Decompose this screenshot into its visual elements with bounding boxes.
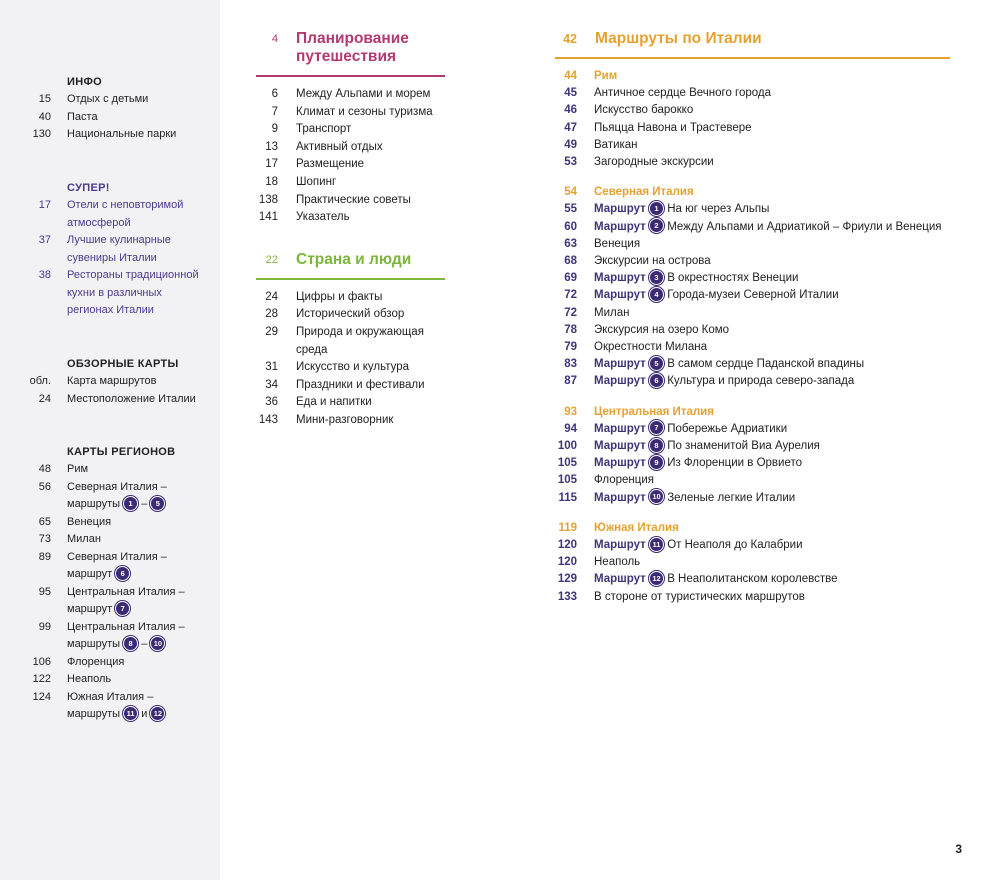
entry-title <box>594 455 802 472</box>
page-number-cell: 138 <box>258 193 278 206</box>
section-page-number: 22 <box>265 253 278 266</box>
list-item[interactable]: 56 Северная Италия – маршруты 1 – 5 <box>38 480 167 510</box>
entry-title: Рим <box>594 70 618 82</box>
list-item[interactable] <box>256 174 445 192</box>
list-item[interactable]: 40 Паста <box>38 110 98 123</box>
entry-title: Искусство и культура <box>296 361 410 374</box>
route-entry[interactable] <box>555 287 950 304</box>
route-title: В Неаполитанском королевстве <box>667 573 838 586</box>
page-number: 3 <box>955 842 962 856</box>
list-item[interactable]: 73 Милан <box>38 533 101 545</box>
route-title: В самом сердце Паданской впадины <box>667 358 865 371</box>
route-number-badge: 9 <box>649 455 664 470</box>
route-number-badge: 10 <box>649 489 664 504</box>
page-number-cell: 53 <box>564 156 577 169</box>
page-number-cell: 105 <box>557 474 577 487</box>
list-item[interactable]: 15 Отдых с детьми <box>38 93 149 105</box>
page-number-cell: 34 <box>265 378 278 391</box>
entry-title <box>594 219 942 236</box>
section-header-routes[interactable] <box>555 30 950 57</box>
section-divider <box>256 278 445 280</box>
entry-title: Милан <box>594 306 630 319</box>
list-item[interactable] <box>256 86 445 104</box>
entry-title: Климат и сезоны туризма <box>296 105 433 118</box>
route-number-badge: 2 <box>649 218 664 233</box>
page-number-cell: 79 <box>564 341 577 354</box>
entry-title: Транспорт <box>296 123 352 136</box>
route-number-badge: 12 <box>150 706 165 721</box>
route-entry[interactable] <box>555 421 950 438</box>
list-item[interactable] <box>256 377 445 395</box>
list-item[interactable]: 38 Рестораны традиционной кухни в различных регионах Италии <box>38 269 199 316</box>
route-entry[interactable] <box>555 373 950 390</box>
entry-title: Южная Италия <box>594 521 679 534</box>
route-number-badge: 8 <box>649 438 664 453</box>
route-label: Маршрут <box>594 539 646 552</box>
route-label: Маршрут <box>594 440 646 453</box>
list-item[interactable] <box>256 192 445 210</box>
route-number-badge: 5 <box>649 356 664 371</box>
entry-title <box>594 270 798 287</box>
entry-title: Мини-разговорник <box>296 413 394 426</box>
list-item[interactable] <box>555 85 950 102</box>
section-title-country: Страна и люди <box>296 250 412 268</box>
route-entry[interactable] <box>555 201 950 218</box>
entry-title: Венеция <box>594 237 641 250</box>
list-item[interactable] <box>555 322 950 339</box>
route-number-badge: 11 <box>123 706 138 721</box>
entry-title <box>594 438 820 455</box>
section-title-routes: Маршруты по Италии <box>595 30 762 47</box>
super-heading: СУПЕР! <box>67 182 110 194</box>
overview-maps-heading: ОБЗОРНЫЕ КАРТЫ <box>67 358 179 370</box>
entry-title: Искусство барокко <box>594 104 694 117</box>
region-heading[interactable] <box>555 404 950 421</box>
route-number-badge: 12 <box>649 571 664 586</box>
list-item[interactable] <box>555 137 950 154</box>
entry-title: Пьяцца Навона и Трастевере <box>594 121 752 134</box>
page-number-cell: 31 <box>265 361 278 374</box>
route-title: Из Флоренции в Орвието <box>667 457 803 470</box>
page-number-cell: 44 <box>564 70 577 82</box>
section-divider <box>555 57 950 59</box>
list-item[interactable] <box>256 394 445 412</box>
entry-title: Окрестности Милана <box>594 341 708 354</box>
list-item[interactable] <box>256 156 445 174</box>
list-item[interactable] <box>555 305 950 322</box>
entry-title: Северная Италия <box>594 186 694 199</box>
page-number-cell: 69 <box>564 272 577 285</box>
route-entry[interactable] <box>555 490 950 507</box>
page-number-cell: 119 <box>558 521 577 534</box>
page-number-cell: 120 <box>557 539 577 552</box>
route-title: Города-музеи Северной Италии <box>667 289 839 302</box>
page-number-cell: 6 <box>271 88 278 100</box>
list-item[interactable] <box>256 412 445 430</box>
page-number-cell: 68 <box>564 255 577 268</box>
route-number-badge: 6 <box>649 373 664 388</box>
list-item[interactable]: 95 Центральная Италия – маршрут 7 <box>38 585 185 615</box>
list-item[interactable] <box>555 253 950 270</box>
page-number-cell: 63 <box>564 237 577 250</box>
list-item[interactable]: 106 Флоренция <box>32 655 125 668</box>
page-number-cell: 9 <box>271 123 278 136</box>
sidebar-overview-maps-section <box>0 356 220 408</box>
list-item[interactable]: 99 Центральная Италия – маршруты 8 – 10 <box>38 620 185 650</box>
route-number-badge: 1 <box>123 496 138 511</box>
list-item[interactable] <box>555 102 950 119</box>
route-title: От Неаполя до Калабрии <box>667 539 803 552</box>
entry-title: Природа и окружающая среда <box>296 325 424 356</box>
section-header-planning[interactable] <box>256 30 445 75</box>
list-item[interactable]: 24 Местоположение Италии <box>38 392 196 405</box>
entry-title: В стороне от туристических маршрутов <box>594 590 805 603</box>
entry-title: Размещение <box>296 158 365 171</box>
entry-title <box>594 287 839 304</box>
route-title: Побережье Адриатики <box>667 422 788 435</box>
entry-title: Между Альпами и морем <box>296 88 431 100</box>
page-number-cell: 120 <box>557 556 577 569</box>
regional-maps-heading: КАРТЫ РЕГИОНОВ <box>67 446 176 458</box>
toc-column-planning <box>256 30 445 430</box>
route-label: Маршрут <box>594 272 646 285</box>
route-title: На юг через Альпы <box>667 203 770 216</box>
page-number-cell: 18 <box>265 175 278 188</box>
route-number-badge: 7 <box>115 601 130 616</box>
route-label: Маршрут <box>594 573 646 586</box>
list-item[interactable]: 130 Национальные парки <box>32 128 177 140</box>
page-number-cell: 72 <box>564 289 577 302</box>
route-number-badge: 1 <box>649 201 664 216</box>
page-number-cell: 36 <box>265 396 278 409</box>
group-spacer <box>555 171 950 184</box>
entry-title: Исторический обзор <box>296 308 405 321</box>
entry-title: Экскурсии на острова <box>594 255 711 268</box>
page-number-cell: 47 <box>564 121 577 134</box>
entry-title: Загородные экскурсии <box>594 156 714 169</box>
route-entry[interactable] <box>555 270 950 287</box>
list-item[interactable]: 65 Венеция <box>38 515 112 528</box>
region-heading[interactable] <box>555 520 950 537</box>
list-item[interactable] <box>555 554 950 571</box>
list-item[interactable]: обл. Карта маршрутов <box>29 375 157 387</box>
page-number-cell: 13 <box>265 140 278 153</box>
route-entry[interactable] <box>555 571 950 588</box>
region-heading[interactable] <box>555 68 950 85</box>
list-item[interactable] <box>555 154 950 171</box>
entry-title <box>594 356 864 373</box>
entry-title <box>594 571 838 588</box>
route-number-badge: 3 <box>649 270 664 285</box>
page-number-cell: 46 <box>564 104 577 117</box>
entry-title: Указатель <box>296 211 350 224</box>
info-heading: ИНФО <box>67 76 102 88</box>
section-page-number: 4 <box>271 33 278 45</box>
list-item[interactable] <box>555 589 950 606</box>
page-number-cell: 17 <box>265 158 278 171</box>
route-label: Маршрут <box>594 491 646 504</box>
entry-title <box>594 201 769 218</box>
route-label: Маршрут <box>594 422 646 435</box>
entry-title <box>594 537 803 554</box>
list-item[interactable] <box>555 339 950 356</box>
route-label: Маршрут <box>594 457 646 470</box>
route-label: Маршрут <box>594 358 646 371</box>
entry-title <box>594 490 795 507</box>
page-number-cell: 60 <box>564 220 577 233</box>
page-number-cell: 49 <box>564 138 577 151</box>
page-number-cell: 115 <box>558 491 577 504</box>
route-number-badge: 10 <box>150 636 165 651</box>
entry-title: Центральная Италия <box>594 405 714 418</box>
page-number-cell: 129 <box>557 573 577 586</box>
route-label: Маршрут <box>594 375 646 388</box>
list-item[interactable] <box>555 120 950 137</box>
country-list <box>256 289 445 430</box>
route-number-badge: 7 <box>649 420 664 435</box>
group-spacer <box>555 507 950 520</box>
list-item[interactable] <box>256 104 445 122</box>
list-item[interactable]: 37 Лучшие кулинарные сувениры Италии <box>38 234 171 264</box>
routes-list <box>555 68 950 606</box>
page-number-cell: 78 <box>564 323 577 336</box>
entry-title: Практические советы <box>296 193 411 206</box>
route-title: Зеленые легкие Италии <box>667 491 796 504</box>
page-number-cell: 45 <box>564 87 577 100</box>
page-number-cell: 24 <box>265 290 278 303</box>
page-number-cell: 105 <box>557 457 577 470</box>
list-item[interactable] <box>256 139 445 157</box>
route-label: Маршрут <box>594 203 646 216</box>
planning-list <box>256 86 445 227</box>
entry-title: Экскурсия на озеро Комо <box>594 323 730 336</box>
list-item[interactable] <box>256 359 445 377</box>
page-number-cell: 87 <box>564 375 577 388</box>
entry-title <box>594 421 787 438</box>
page-number-cell: 141 <box>258 211 278 224</box>
route-entry[interactable] <box>555 438 950 455</box>
page-number-cell: 94 <box>564 422 577 435</box>
toc-column-routes <box>555 30 950 606</box>
page-number-cell: 93 <box>564 405 577 418</box>
list-item[interactable]: 124 Южная Италия – маршруты 11 и 12 <box>0 689 220 724</box>
list-item[interactable] <box>256 289 445 307</box>
entry-title: Активный отдых <box>296 140 383 153</box>
entry-title: Праздники и фестивали <box>296 378 425 391</box>
route-title: Культура и природа северо-запада <box>667 375 855 388</box>
entry-title: Неаполь <box>594 556 641 569</box>
entry-title: Еда и напитки <box>296 396 372 409</box>
route-label: Маршрут <box>594 220 646 233</box>
entry-title: Античное сердце Вечного города <box>594 87 772 100</box>
page-number-cell: 55 <box>564 203 577 216</box>
section-page-number: 42 <box>563 32 577 46</box>
page-number-cell: 29 <box>265 325 278 338</box>
route-number-badge: 5 <box>150 496 165 511</box>
route-title: По знаменитой Виа Аурелия <box>667 440 820 453</box>
route-number-badge: 6 <box>115 566 130 581</box>
route-entry[interactable] <box>555 219 950 236</box>
region-heading[interactable] <box>555 184 950 201</box>
section-divider <box>256 75 445 77</box>
page-number-cell: 100 <box>557 440 577 453</box>
route-entry[interactable] <box>555 356 950 373</box>
list-item[interactable] <box>256 324 445 359</box>
page-number-cell: 72 <box>564 306 577 319</box>
sidebar-regional-maps-section <box>0 444 220 724</box>
list-item[interactable] <box>256 306 445 324</box>
list-item[interactable] <box>555 472 950 489</box>
route-number-badge: 4 <box>649 287 664 302</box>
sidebar-super-section <box>0 180 220 320</box>
entry-title: Цифры и факты <box>296 290 383 303</box>
list-item[interactable] <box>256 121 445 139</box>
list-item[interactable]: 89 Северная Италия – маршрут 6 <box>38 550 167 580</box>
section-title-planning: Планирование путешествия <box>296 30 409 65</box>
entry-title: Флоренция <box>594 474 654 487</box>
route-title: В окрестностях Венеции <box>667 272 799 285</box>
page-number-cell: 133 <box>557 590 577 603</box>
entry-title: Шопинг <box>296 175 337 188</box>
route-label: Маршрут <box>594 289 646 302</box>
route-entry[interactable] <box>555 537 950 554</box>
page-number-cell: 7 <box>271 105 278 118</box>
list-item[interactable]: 48 Рим <box>38 463 89 475</box>
sidebar <box>0 0 220 880</box>
list-item[interactable]: 17 Отели с неповторимой атмосферой <box>38 199 184 229</box>
list-item[interactable]: 122 Неаполь <box>32 673 112 685</box>
list-item[interactable] <box>555 236 950 253</box>
route-number-badge: 8 <box>123 636 138 651</box>
entry-title <box>594 373 854 390</box>
group-spacer <box>555 391 950 404</box>
route-title: Между Альпами и Адриатикой – Фриули и Венеция <box>667 220 942 233</box>
sidebar-info-section <box>0 74 220 144</box>
list-item[interactable] <box>256 209 445 227</box>
entry-title: Ватикан <box>594 138 638 151</box>
page-number-cell: 83 <box>564 358 577 371</box>
route-number-badge: 11 <box>649 537 664 552</box>
page-number-cell: 28 <box>265 308 278 321</box>
section-header-country[interactable] <box>256 251 445 278</box>
page-number-cell: 54 <box>564 186 577 199</box>
route-entry[interactable] <box>555 455 950 472</box>
page-number-cell: 143 <box>258 413 278 426</box>
